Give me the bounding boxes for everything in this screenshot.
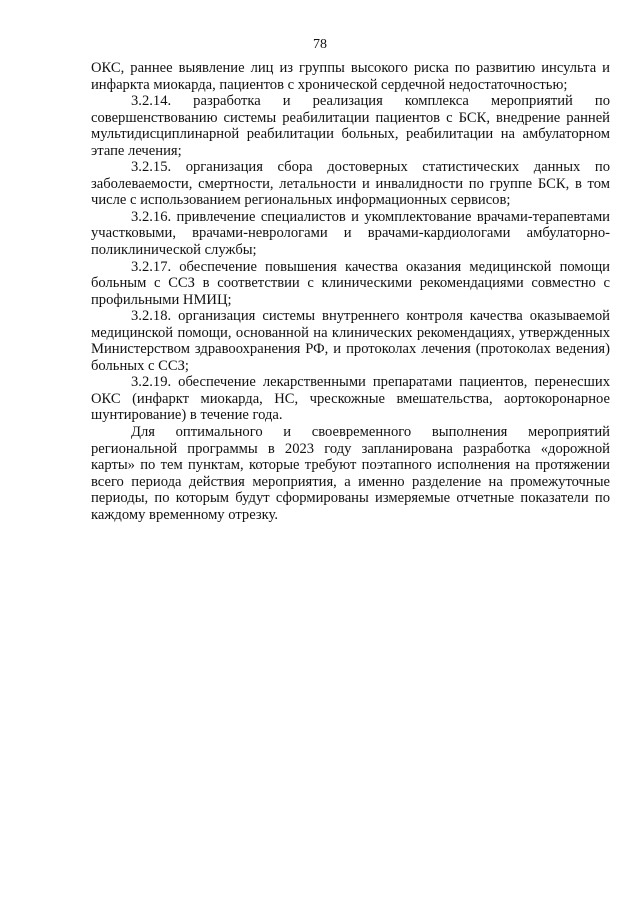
paragraph-item-3-2-19: 3.2.19. обеспечение лекарственными препаратами пациентов, перенесших ОКС (инфаркт миокарда, НС, чрескожные вмешательства, аортокоронарное шунтирование) в течение года. <box>91 374 610 424</box>
body-text <box>91 60 610 523</box>
paragraph-item-3-2-16: 3.2.16. привлечение специалистов и укомплектование врачами-терапевтами участковыми, врачами-неврологами и врачами-кардиологами амбулаторно-поликлинической службы; <box>91 208 610 259</box>
paragraph-item-3-2-18: 3.2.18. организация системы внутреннего контроля качества оказываемой медицинской помощи, основанной на клинических рекомендациях, утвержденных Министерством здравоохранения РФ, и протоколах лечения (протоколах ведения) больных с ССЗ; <box>91 308 610 374</box>
paragraph-continuation: ОКС, раннее выявление лиц из группы высокого риска по развитию инсульта и инфаркта миокарда, пациентов с хронической сердечной недостаточностью; <box>91 60 610 93</box>
paragraph-item-3-2-14: 3.2.14. разработка и реализация комплекса мероприятий по совершенствованию системы реабилитации пациентов с БСК, внедрение ранней мультидисциплинарной реабилитации больных, реабилитации на амбулаторном этапе лечения; <box>91 93 610 159</box>
page-number: 78 <box>313 37 327 52</box>
paragraph-item-3-2-15: 3.2.15. организация сбора достоверных статистических данных по заболеваемости, смертности, летальности и инвалидности по группе БСК, в том числе с использованием региональных информационных сервисов; <box>91 159 610 209</box>
paragraph-item-3-2-17: 3.2.17. обеспечение повышения качества оказания медицинской помощи больным с ССЗ в соответствии с клиническими рекомендациями совместно с профильными НМИЦ; <box>91 258 610 308</box>
paragraph-roadmap: Для оптимального и своевременного выполнения мероприятий региональной программы в 2023 году запланирована разработка «дорожной карты» по тем пунктам, которые требуют поэтапного исполнения на протяжении всего периода действия мероприятия, а именно разделение на промежуточные периоды, по которым будут сформированы измеряемые отчетные показатели по каждому временному отрезку. <box>91 424 610 523</box>
